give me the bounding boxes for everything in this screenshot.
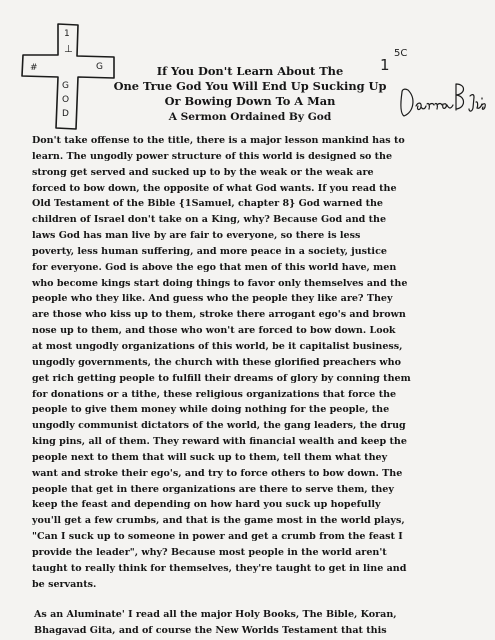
- text-line: for everyone. God is above the ego that men of this world have, men: [32, 261, 397, 273]
- paragraph-2: [32, 607, 464, 639]
- text-line: nose up to them, and those who won't are forced to bow down. Look: [32, 325, 396, 337]
- sermon-body: [32, 133, 464, 639]
- text-line: Old Testament of the Bible {1Samuel, chapter 8} God warned the: [32, 198, 383, 210]
- paragraph-1: [32, 133, 464, 592]
- title-line-3: Or Bowing Down To A Man: [164, 94, 336, 108]
- text-line: "Can I suck up to someone in power and get a crumb from the feast I: [32, 531, 403, 543]
- page-number-big: 1: [380, 56, 390, 74]
- page-number-small: 5C: [394, 48, 408, 59]
- text-line: As an Aluminate' I read all the major Holy Books, The Bible, Koran,: [34, 609, 397, 621]
- svg-text:⊥: ⊥: [64, 44, 73, 55]
- text-line: keep the feast and depending on how hard you suck up hopefully: [32, 499, 381, 511]
- text-line: children of Israel don't take on a King, why? Because God and the: [32, 214, 387, 226]
- text-line: laws God has man live by are fair to everyone, so there is less: [32, 230, 361, 242]
- text-line: provide the leader", why? Because most people in the world aren't: [32, 546, 387, 558]
- text-line: ungodly communist dictators of the world, the gang leaders, the drug: [32, 420, 406, 432]
- text-line: at most ungodly organizations of this world, be it capitalist business,: [32, 340, 403, 352]
- cross-letter-left: #: [30, 63, 38, 73]
- text-line: king pins, all of them. They reward with financial wealth and keep the: [32, 436, 407, 448]
- text-line: taught to really think for themselves, they're taught to get in line and: [32, 562, 407, 574]
- sermon-title: [100, 64, 400, 125]
- text-line: get rich getting people to fulfill their dreams of glory by conning them: [32, 372, 411, 384]
- sermon-subtitle: A Sermon Ordained By God: [168, 111, 332, 123]
- text-line: Don't take offense to the title, there is a major lesson mankind has to: [32, 135, 405, 146]
- title-line-2: One True God You Will End Up Sucking Up: [113, 79, 387, 93]
- text-line: people to give them money while doing nothing for the people, the: [32, 404, 390, 416]
- text-line: you'll get a few crumbs, and that is the game most in the world plays,: [32, 515, 405, 527]
- cross-letter-right: G: [96, 62, 103, 72]
- text-line: strong get served and sucked up to by the weak or the weak are: [32, 166, 374, 178]
- text-line: ungodly governments, the church with these glorified preachers who: [32, 356, 401, 368]
- cross-letter-o: O: [62, 95, 70, 105]
- text-line: people who they like. And guess who the people they like are? They: [32, 293, 393, 305]
- text-line: for donations or a tithe, these religious organizations that force the: [32, 388, 397, 400]
- text-line: are those who kiss up to them, stroke there arrogant ego's and brown: [32, 309, 406, 321]
- text-line: forced to bow down, the opposite of what God wants. If you read the: [32, 182, 397, 194]
- text-line: want and stroke their ego's, and try to force others to bow down. The: [32, 467, 403, 479]
- text-line: people that get in there organizations are there to serve them, they: [32, 483, 394, 495]
- text-line: learn. The ungodly power structure of this world is designed so the: [32, 150, 393, 162]
- text-line: Bhagavad Gita, and of course the New Worlds Testament that this: [34, 625, 387, 637]
- text-line: who become kings start doing things to favor only themselves and the: [32, 277, 408, 289]
- text-line: poverty, less human suffering, and more peace in a society, justice: [32, 245, 387, 257]
- title-line-1: If You Don't Learn About The: [156, 64, 344, 78]
- handwritten-signature: [396, 76, 488, 122]
- text-line: people next to them that will suck up to them, tell them what they: [32, 451, 388, 463]
- text-line: be servants.: [32, 578, 97, 590]
- cross-letter-top: 1: [64, 29, 70, 39]
- cross-letter-d: D: [62, 109, 69, 119]
- cross-letter-g: G: [62, 81, 69, 91]
